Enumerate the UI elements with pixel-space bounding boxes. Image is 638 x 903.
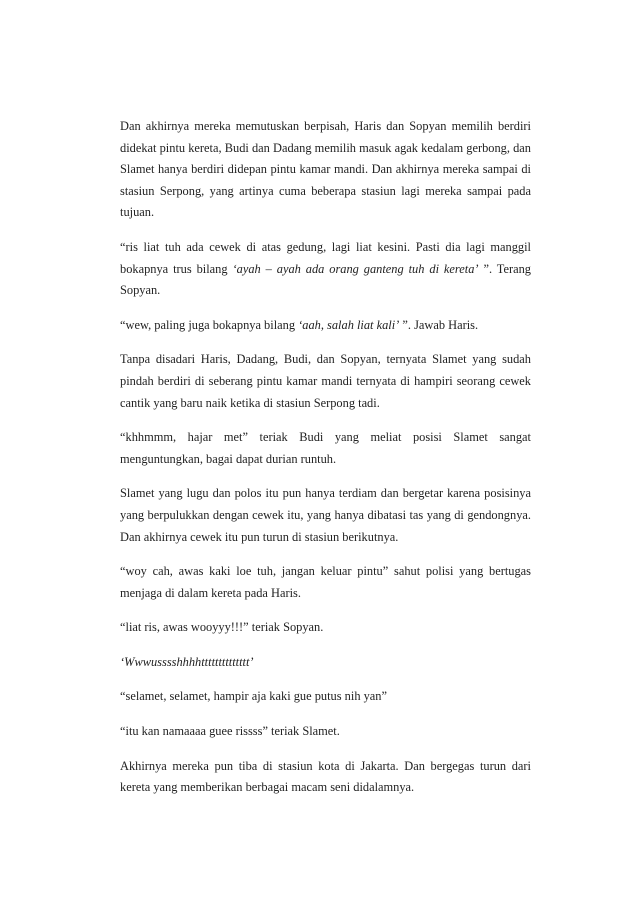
paragraph — [120, 237, 531, 302]
text-segment: Dan akhirnya mereka memutuskan berpisah, Haris dan Sopyan memilih berdiri didekat pintu kereta, Budi dan Dadang memilih masuk agak kedalam gerbong, dan Slamet hanya berdiri didepan pintu kamar mandi. Dan akhirnya mereka sampai di stasiun Serpong, yang artinya cuma beberapa stasiun lagi mereka sampai pada tujuan. — [120, 119, 531, 220]
text-segment: “khhmmm, hajar met” teriak Budi yang meliat posisi Slamet sangat menguntungkan, bagai dapat durian runtuh. — [120, 430, 531, 466]
document-body — [120, 116, 531, 812]
text-segment: “liat ris, awas wooyyy!!!” teriak Sopyan. — [120, 620, 324, 635]
paragraph — [120, 686, 531, 708]
italic-text-segment: ‘ayah – ayah ada orang ganteng tuh di kereta’ — [232, 261, 479, 276]
italic-text-segment: ‘Wwwusssshhhhtttttttttttttt’ — [120, 654, 254, 669]
text-segment: “itu kan namaaaa guee rissss” teriak Slamet. — [120, 724, 340, 739]
text-segment: “ris liat tuh ada cewek di atas gedung, lagi liat kesini. Pasti dia lagi manggil bokapnya trus bilang — [120, 239, 531, 276]
paragraph — [120, 427, 531, 470]
paragraph — [120, 721, 531, 743]
paragraph — [120, 652, 531, 674]
text-segment: “wew, paling juga bokapnya bilang — [120, 317, 299, 332]
text-segment: ”. Terang Sopyan. — [120, 261, 531, 298]
paragraph — [120, 483, 531, 548]
paragraph — [120, 617, 531, 639]
text-segment: “woy cah, awas kaki loe tuh, jangan keluar pintu” sahut polisi yang bertugas menjaga di dalam kereta pada Haris. — [120, 564, 531, 600]
paragraph — [120, 756, 531, 799]
text-segment: Tanpa disadari Haris, Dadang, Budi, dan Sopyan, ternyata Slamet yang sudah pindah berdiri di seberang pintu kamar mandi ternyata di hampiri seorang cewek cantik yang baru naik ketika di stasiun Serpong tadi. — [120, 352, 531, 410]
text-segment: Akhirnya mereka pun tiba di stasiun kota di Jakarta. Dan bergegas turun dari kereta yang memberikan berbagai macam seni didalamnya. — [120, 758, 531, 795]
paragraph — [120, 349, 531, 414]
text-segment: “selamet, selamet, hampir aja kaki gue putus nih yan” — [120, 689, 387, 704]
text-segment: ”. Jawab Haris. — [399, 317, 479, 332]
paragraph — [120, 315, 531, 337]
paragraph — [120, 116, 531, 224]
paragraph — [120, 561, 531, 604]
italic-text-segment: ‘aah, salah liat kali’ — [298, 317, 400, 332]
text-segment: Slamet yang lugu dan polos itu pun hanya terdiam dan bergetar karena posisinya yang berpulukkan dengan cewek itu, yang hanya dibatasi tas yang di gendongnya. Dan akhirnya cewek itu pun turun di stasiun berikutnya. — [120, 486, 531, 544]
